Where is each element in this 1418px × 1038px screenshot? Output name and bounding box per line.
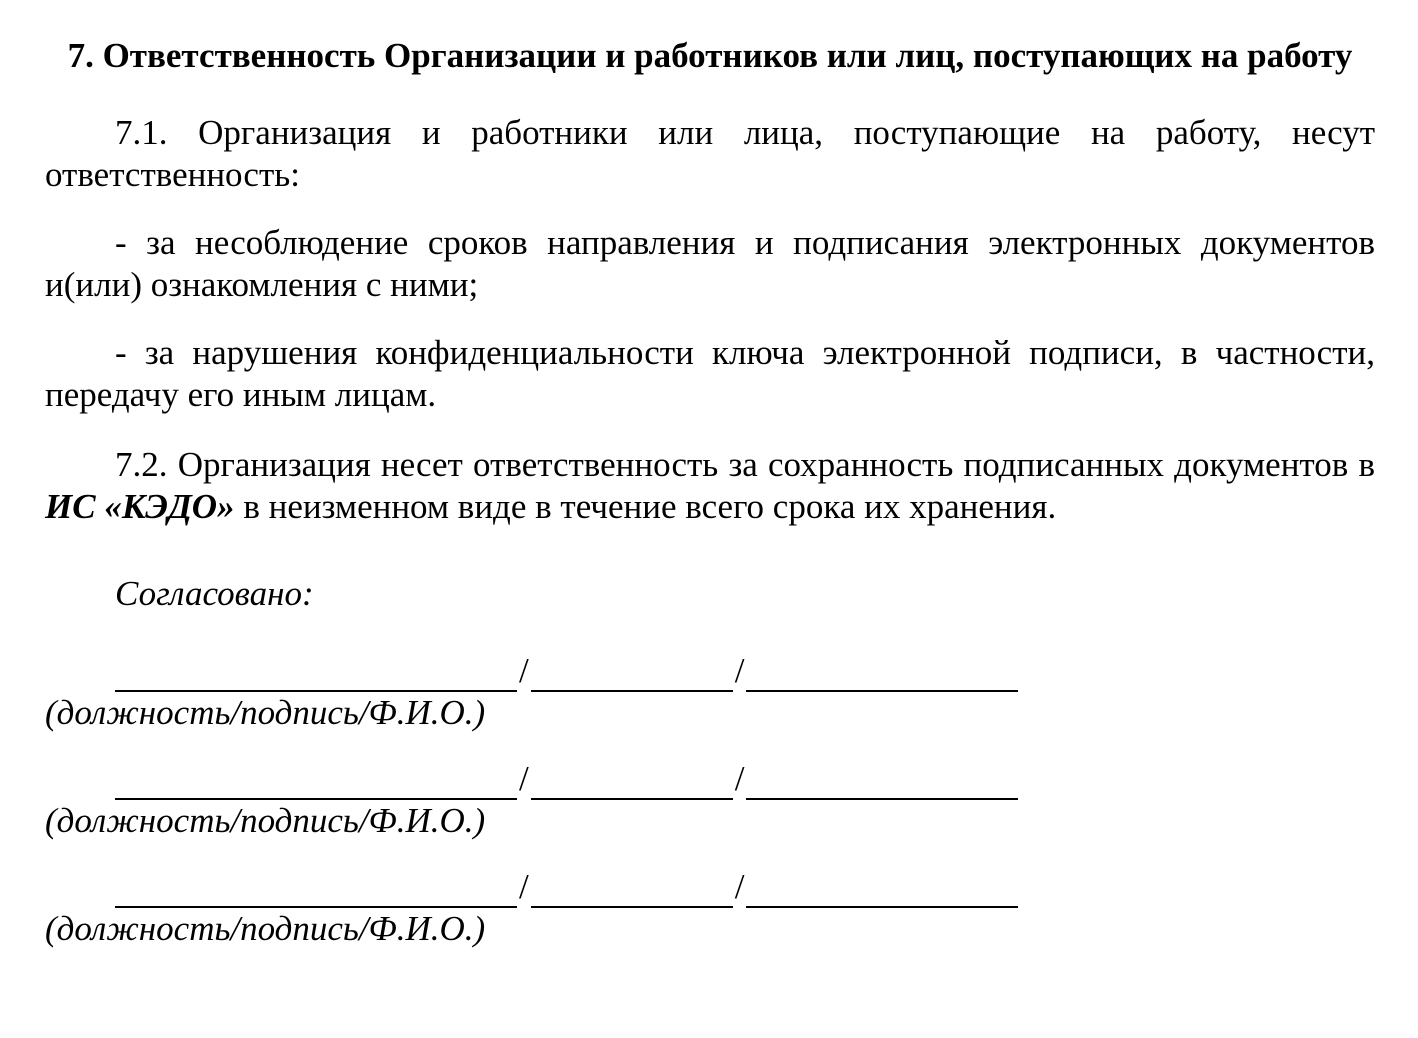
signature-block: [45, 758, 1375, 842]
signature-blank: [531, 876, 733, 908]
separator: /: [519, 867, 529, 906]
signature-caption: (должность/подпись/Ф.И.О.): [45, 801, 486, 840]
signature-block: [45, 650, 1375, 734]
clause-7-1: 7.1. Организация и работники или лица, поступающие на работу, несут ответственность:: [45, 113, 1375, 194]
full-name-blank: [746, 768, 1018, 800]
signature-caption: (должность/подпись/Ф.И.О.): [45, 693, 486, 732]
clause-7-1-item-2: - за нарушения конфиденциальности ключа электронной подписи, в частности, передачу его иным лицам.: [45, 333, 1375, 414]
approval-label: Согласовано:: [115, 574, 314, 613]
separator: /: [734, 759, 745, 798]
separator: /: [519, 651, 529, 690]
full-name-blank: [746, 876, 1018, 908]
position-blank: [115, 876, 517, 908]
position-blank: [115, 660, 517, 692]
signature-block: [45, 866, 1375, 950]
clause-7-2-text-start: 7.2. Организация несет ответственность за сохранность подписанных документов в: [115, 445, 1375, 484]
signature-line: [45, 866, 1375, 908]
signature-line: [45, 758, 1375, 800]
section-heading: 7. Ответственность Организации и работников или лиц, поступающих на работу: [67, 36, 1353, 75]
signature-blank: [531, 660, 733, 692]
position-blank: [115, 768, 517, 800]
full-name-blank: [746, 660, 1018, 692]
separator: /: [519, 759, 529, 798]
signature-blank: [531, 768, 733, 800]
separator: /: [734, 867, 745, 906]
signature-caption: (должность/подпись/Ф.И.О.): [45, 909, 486, 948]
clause-7-2: [45, 444, 1375, 528]
clause-7-2-text-end: в неизменном виде в течение всего срока их хранения.: [234, 487, 1057, 526]
signature-line: [45, 650, 1375, 692]
clause-7-1-item-1: - за несоблюдение сроков направления и подписания электронных документов и(или) ознакомления с ними;: [45, 223, 1375, 304]
system-name: ИС «КЭДО»: [45, 487, 235, 526]
separator: /: [734, 651, 745, 690]
